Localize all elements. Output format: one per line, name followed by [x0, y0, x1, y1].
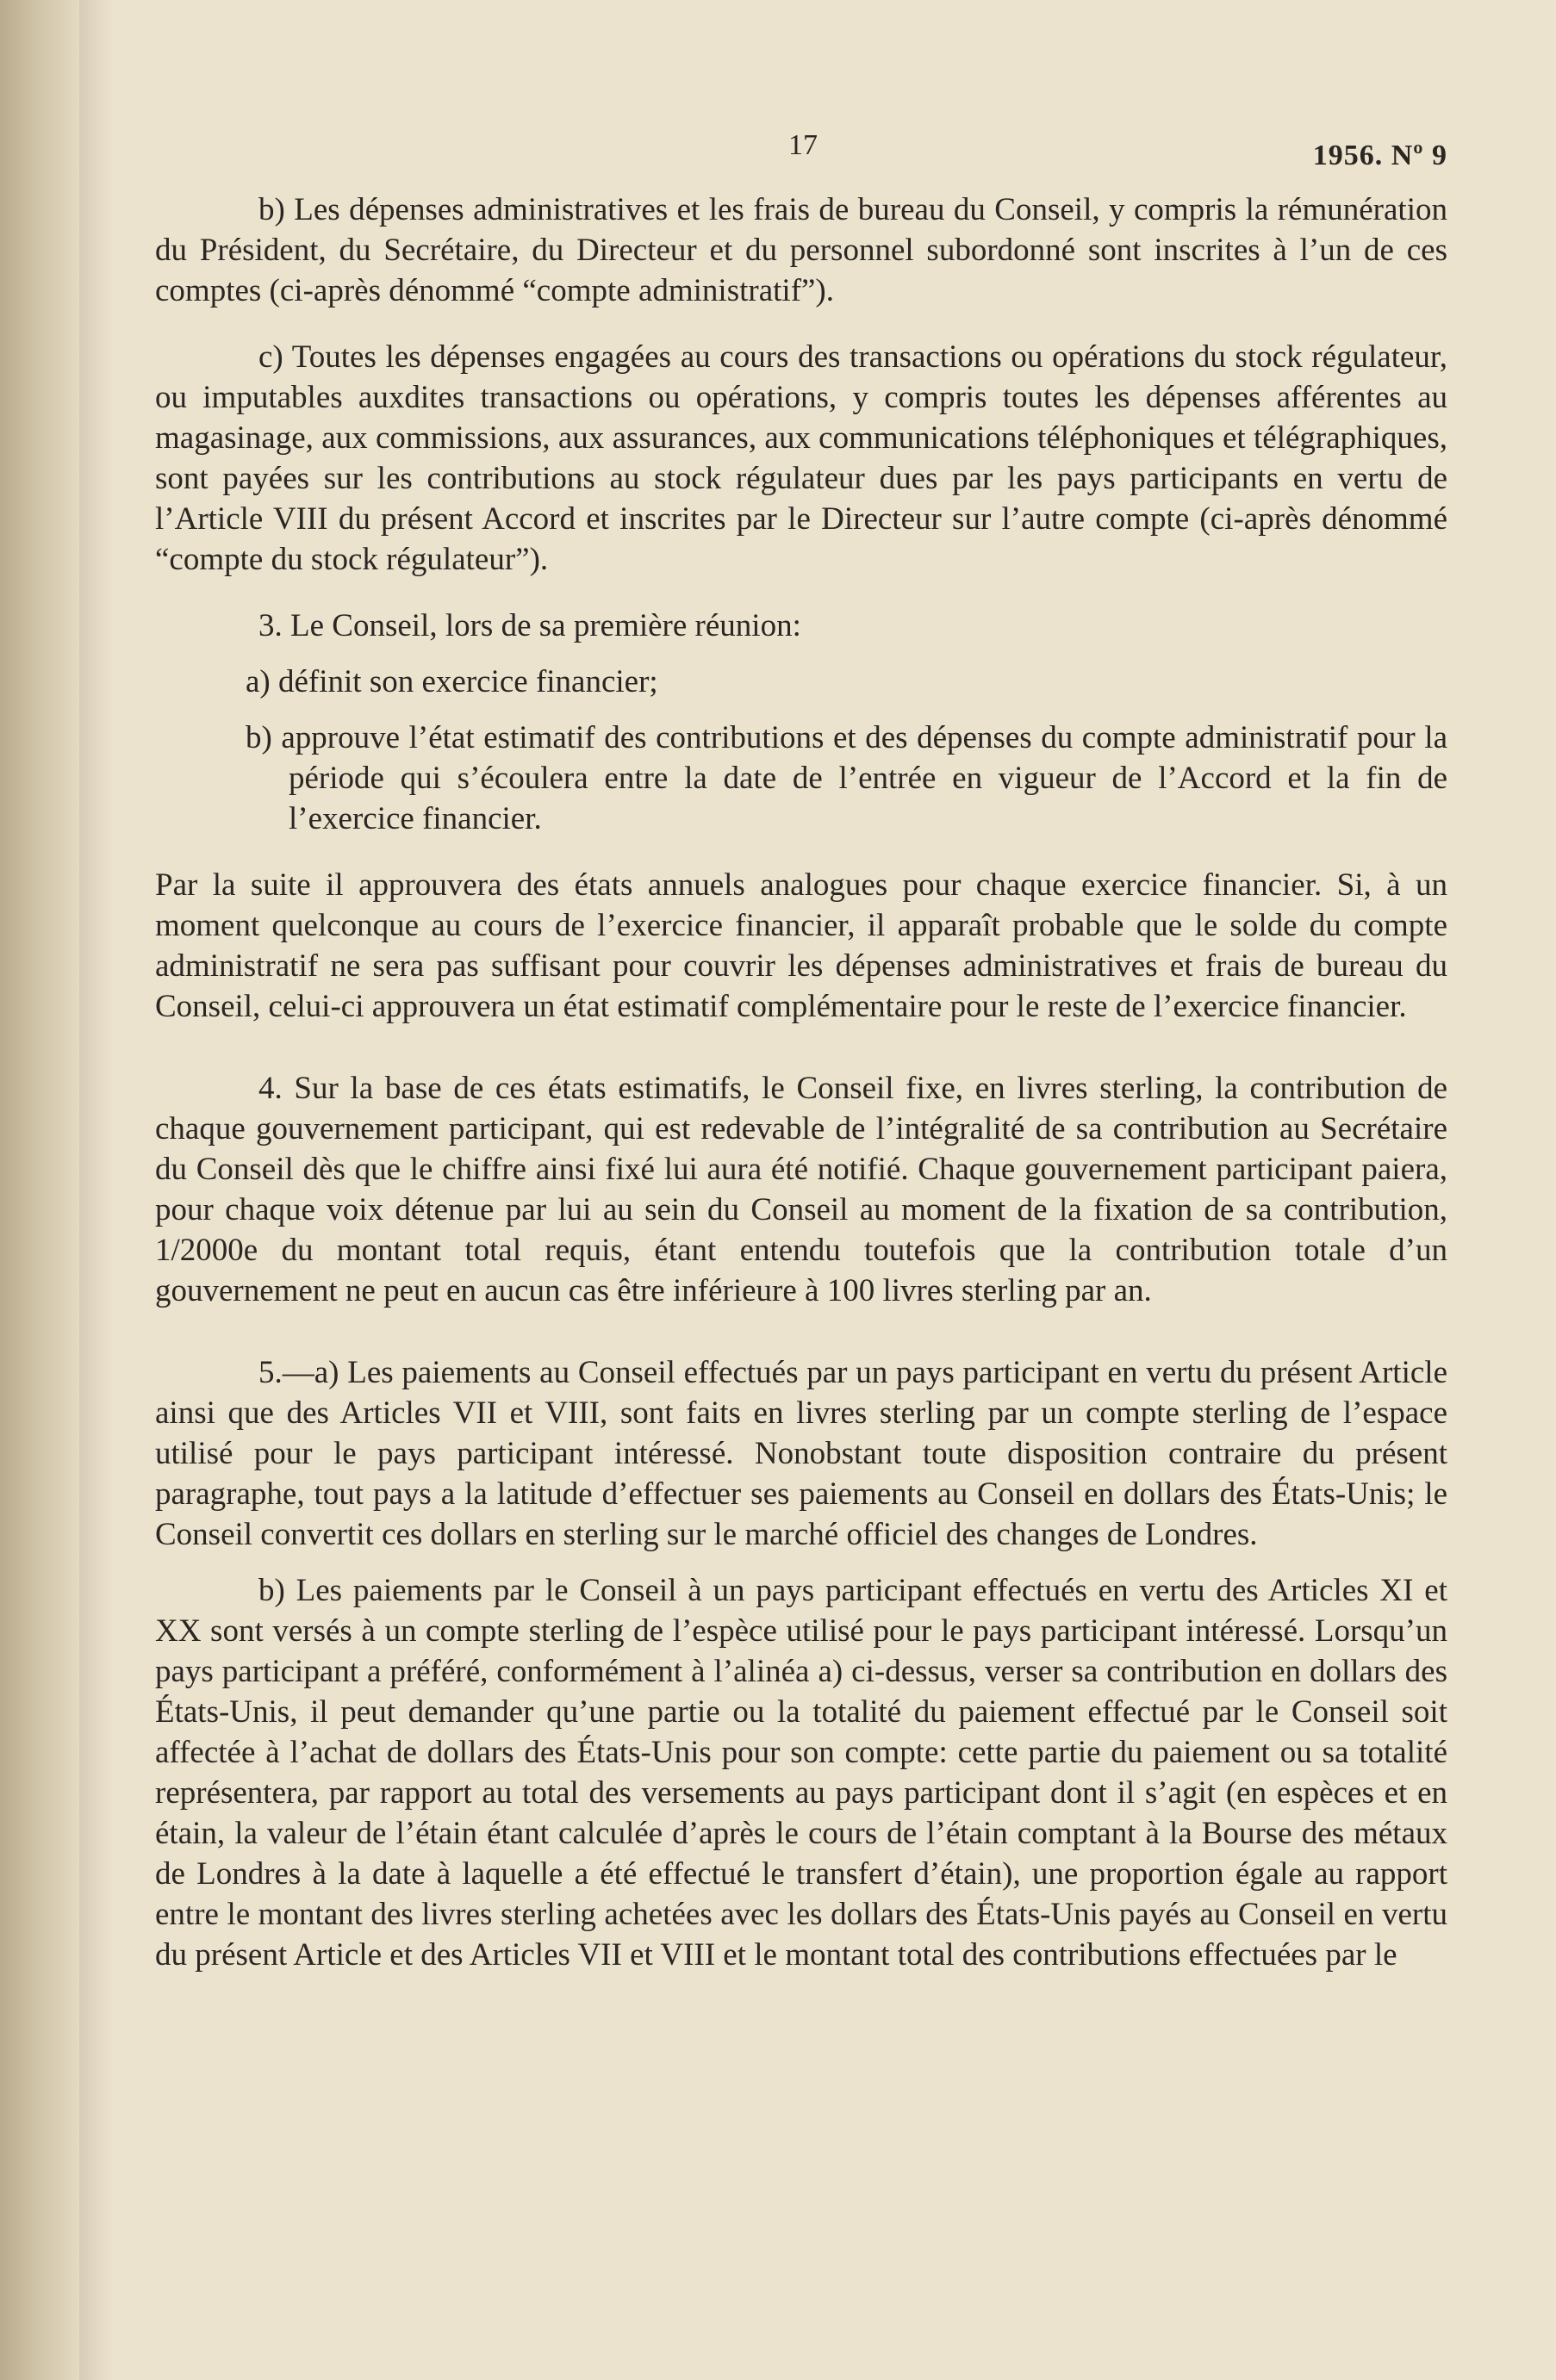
document-page [155, 129, 1447, 1975]
paragraph-4-contributions: 4. Sur la base de ces états estimatifs, le Conseil fixe, en livres sterling, la contribution de chaque gouvernement participant, qui est redevable de l’intégralité de sa contribution au Secrétaire du Conseil dès que le chiffre ainsi fixé lui aura été notifié. Chaque gouvernement participant paiera, pour chaque voix détenue par lui au sein du Conseil au moment de la fixation de sa contribution, 1/2000e du montant total requis, étant entendu toutefois que la contribution totale d’un gouvernement ne peut en aucun cas être inférieure à 100 livres sterling par an. [155, 1071, 1447, 1308]
publication-number: 1956. Nº 9 [1312, 140, 1447, 171]
paragraph-3-first-meeting: 3. Le Conseil, lors de sa première réunion: [258, 608, 801, 643]
book-gutter [0, 0, 79, 2380]
page-number: 17 [788, 129, 818, 161]
item-a-financial-year: a) définit son exercice financier; [246, 664, 658, 699]
page-header [155, 129, 1447, 190]
paragraph-c-buffer-stock-expenses: c) Toutes les dépenses engagées au cours des transactions ou opérations du stock régulateur, ou imputables auxdites transactions ou opérations, y compris toutes les dépenses afférentes au magasinage, aux commissions, aux assurances, aux communications téléphoniques et télégraphiques, sont payées sur les contributions au stock régulateur dues par les pays participants en vertu de l’Article VIII du présent Accord et inscrites par le Directeur sur l’autre compte (ci-après dénommé “compte du stock régulateur”). [155, 339, 1447, 577]
item-b-estimate-approval: b) approuve l’état estimatif des contributions et des dépenses du compte administratif pour la période qui s’écoulera entre la date de l’entrée en vigueur de l’Accord et la fin de l’exercice financier. [246, 720, 1447, 836]
paragraph-5a-payments-to-council: 5.—a) Les paiements au Conseil effectués par un pays participant en vertu du présent Article ainsi que des Articles VII et VIII, sont faits en livres sterling par un compte sterling de l’espace utilisé pour le pays participant intéressé. Nonobstant toute disposition contraire du présent paragraphe, tout pays a la latitude d’effectuer ses paiements au Conseil en dollars des États-Unis; le Conseil convertit ces dollars en sterling sur le marché officiel des changes de Londres. [155, 1355, 1447, 1552]
paragraph-annual-estimates: Par la suite il approuvera des états annuels analogues pour chaque exercice financier. Si, à un moment quelconque au cours de l’exercice financier, il apparaît probable que le solde du compte administratif ne sera pas suffisant pour couvrir les dépenses administratives et frais de bureau du Conseil, celui-ci approuvera un état estimatif complémentaire pour le reste de l’exercice financier. [155, 867, 1447, 1024]
paragraph-5b-payments-by-council: b) Les paiements par le Conseil à un pays participant effectués en vertu des Articles XI et XX sont versés à un compte sterling de l’espèce utilisé pour le pays participant intéressé. Lorsqu’un pays participant a préféré, conformément à l’alinéa a) ci-dessus, verser sa contribution en dollars des États-Unis, il peut demander qu’une partie ou la totalité du paiement effectué par le Conseil soit affectée à l’achat de dollars des États-Unis pour son compte: cette partie du paiement ou sa totalité représentera, par rapport au total des versements au pays participant dont il s’agit (en espèces et en étain, la valeur de l’étain étant calculée d’après le cours de l’étain comptant à la Bourse des métaux de Londres à la date à laquelle a été effectué le transfert d’étain), une proportion égale au rapport entre le montant des livres sterling achetées avec les dollars des États-Unis payés au Conseil en vertu du présent Article et des Articles VII et VIII et le montant total des contributions effectuées par le [155, 1573, 1447, 1973]
paragraph-b-administrative-expenses: b) Les dépenses administratives et les frais de bureau du Conseil, y compris la rémunération du Président, du Secrétaire, du Directeur et du personnel subordonné sont inscrites à l’un de ces comptes (ci-après dénommé “compte administratif”). [155, 192, 1447, 308]
gutter-shadow [79, 0, 114, 2380]
